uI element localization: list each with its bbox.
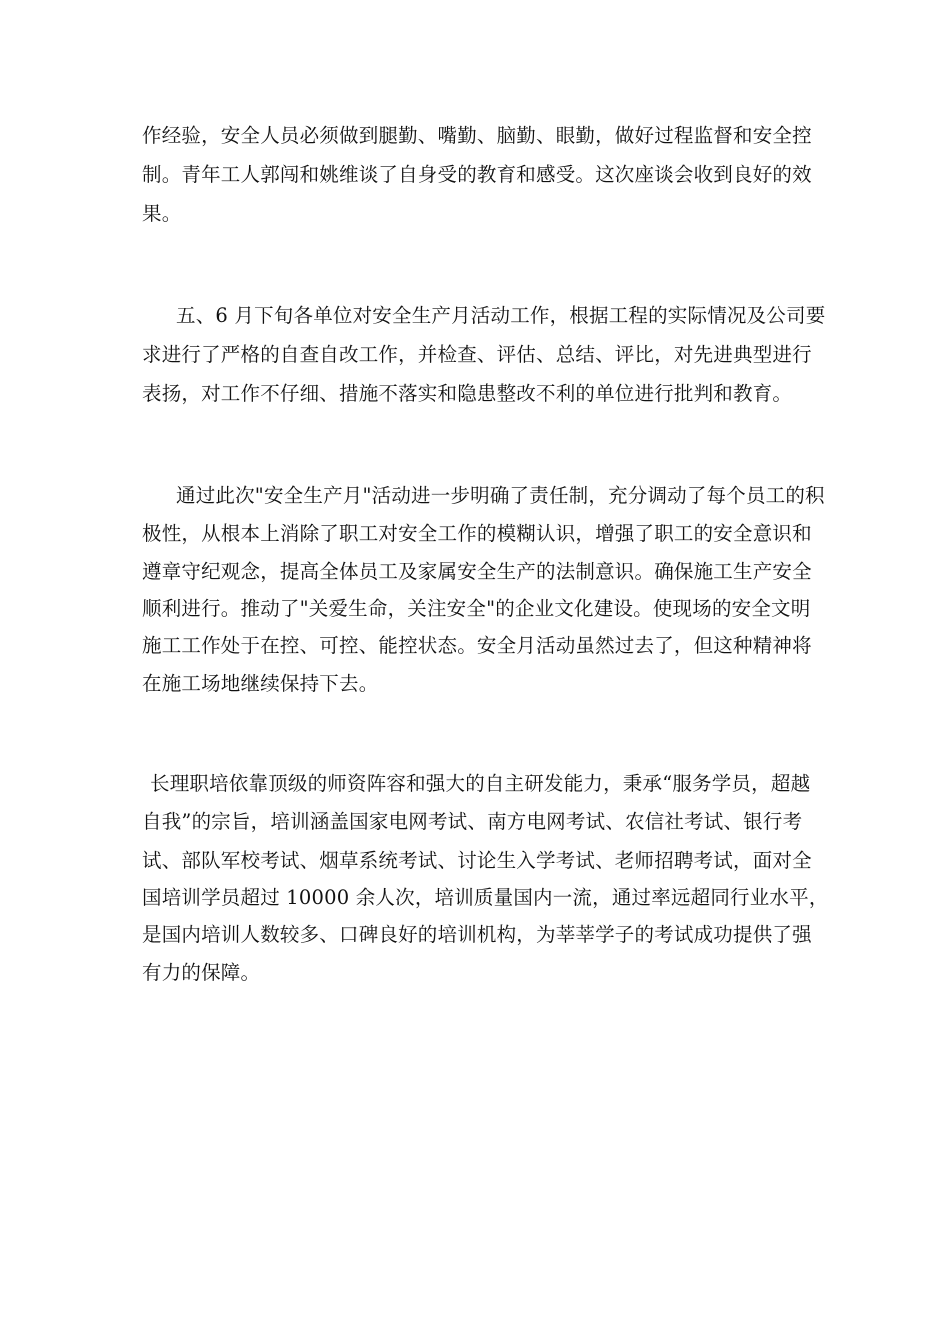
paragraph-4-line-6: 有力的保障。 — [142, 961, 261, 984]
paragraph-4-line-2: 自我”的宗旨，培训涵盖国家电网考试、南方电网考试、农信社考试、银行考 — [142, 810, 803, 833]
paragraph-4-line-3: 试、部队军校考试、烟草系统考试、讨论生入学考试、老师招聘考试，面对全 — [142, 849, 812, 872]
paragraph-1-line-1: 作经验，安全人员必须做到腿勤、嘴勤、脑勤、眼勤，做好过程监督和安全控 — [142, 124, 812, 147]
paragraph-4-line-4: 国培训学员超过 10000 余人次，培训质量国内一流，通过率远超同行业水平， — [142, 886, 829, 909]
paragraph-4-line-1: 长理职培依靠顶级的师资阵容和强大的自主研发能力，秉承“服务学员，超越 — [150, 772, 811, 795]
paragraph-3-line-5: 施工工作处于在控、可控、能控状态。安全月活动虽然过去了，但这种精神将 — [142, 634, 812, 657]
paragraph-2-line-2: 求进行了严格的自查自改工作，并检查、评估、总结、评比，对先进典型进行 — [142, 343, 812, 366]
paragraph-3-line-2: 极性，从根本上消除了职工对安全工作的模糊认识，增强了职工的安全意识和 — [142, 522, 812, 545]
paragraph-3-line-4: 顺利进行。推动了"关爱生命，关注安全"的企业文化建设。使现场的安全文明 — [142, 597, 811, 620]
paragraph-3-line-1: 通过此次"安全生产月"活动进一步明确了责任制，充分调动了每个员工的积 — [176, 484, 825, 507]
paragraph-2-line-3: 表扬，对工作不仔细、措施不落实和隐患整改不利的单位进行批判和教育。 — [142, 382, 793, 405]
paragraph-1-line-2: 制。青年工人郭闯和姚维谈了自身受的教育和感受。这次座谈会收到良好的效 — [142, 163, 812, 186]
paragraph-1-line-3: 果。 — [142, 202, 182, 225]
paragraph-2-line-1: 五、6 月下旬各单位对安全生产月活动工作，根据工程的实际情况及公司要 — [176, 304, 826, 327]
paragraph-3-line-6: 在施工场地继续保持下去。 — [142, 672, 379, 695]
paragraph-4-line-5: 是国内培训人数较多、口碑良好的培训机构，为莘莘学子的考试成功提供了强 — [142, 923, 812, 946]
paragraph-3-line-3: 遵章守纪观念，提高全体员工及家属安全生产的法制意识。确保施工生产安全 — [142, 560, 812, 583]
